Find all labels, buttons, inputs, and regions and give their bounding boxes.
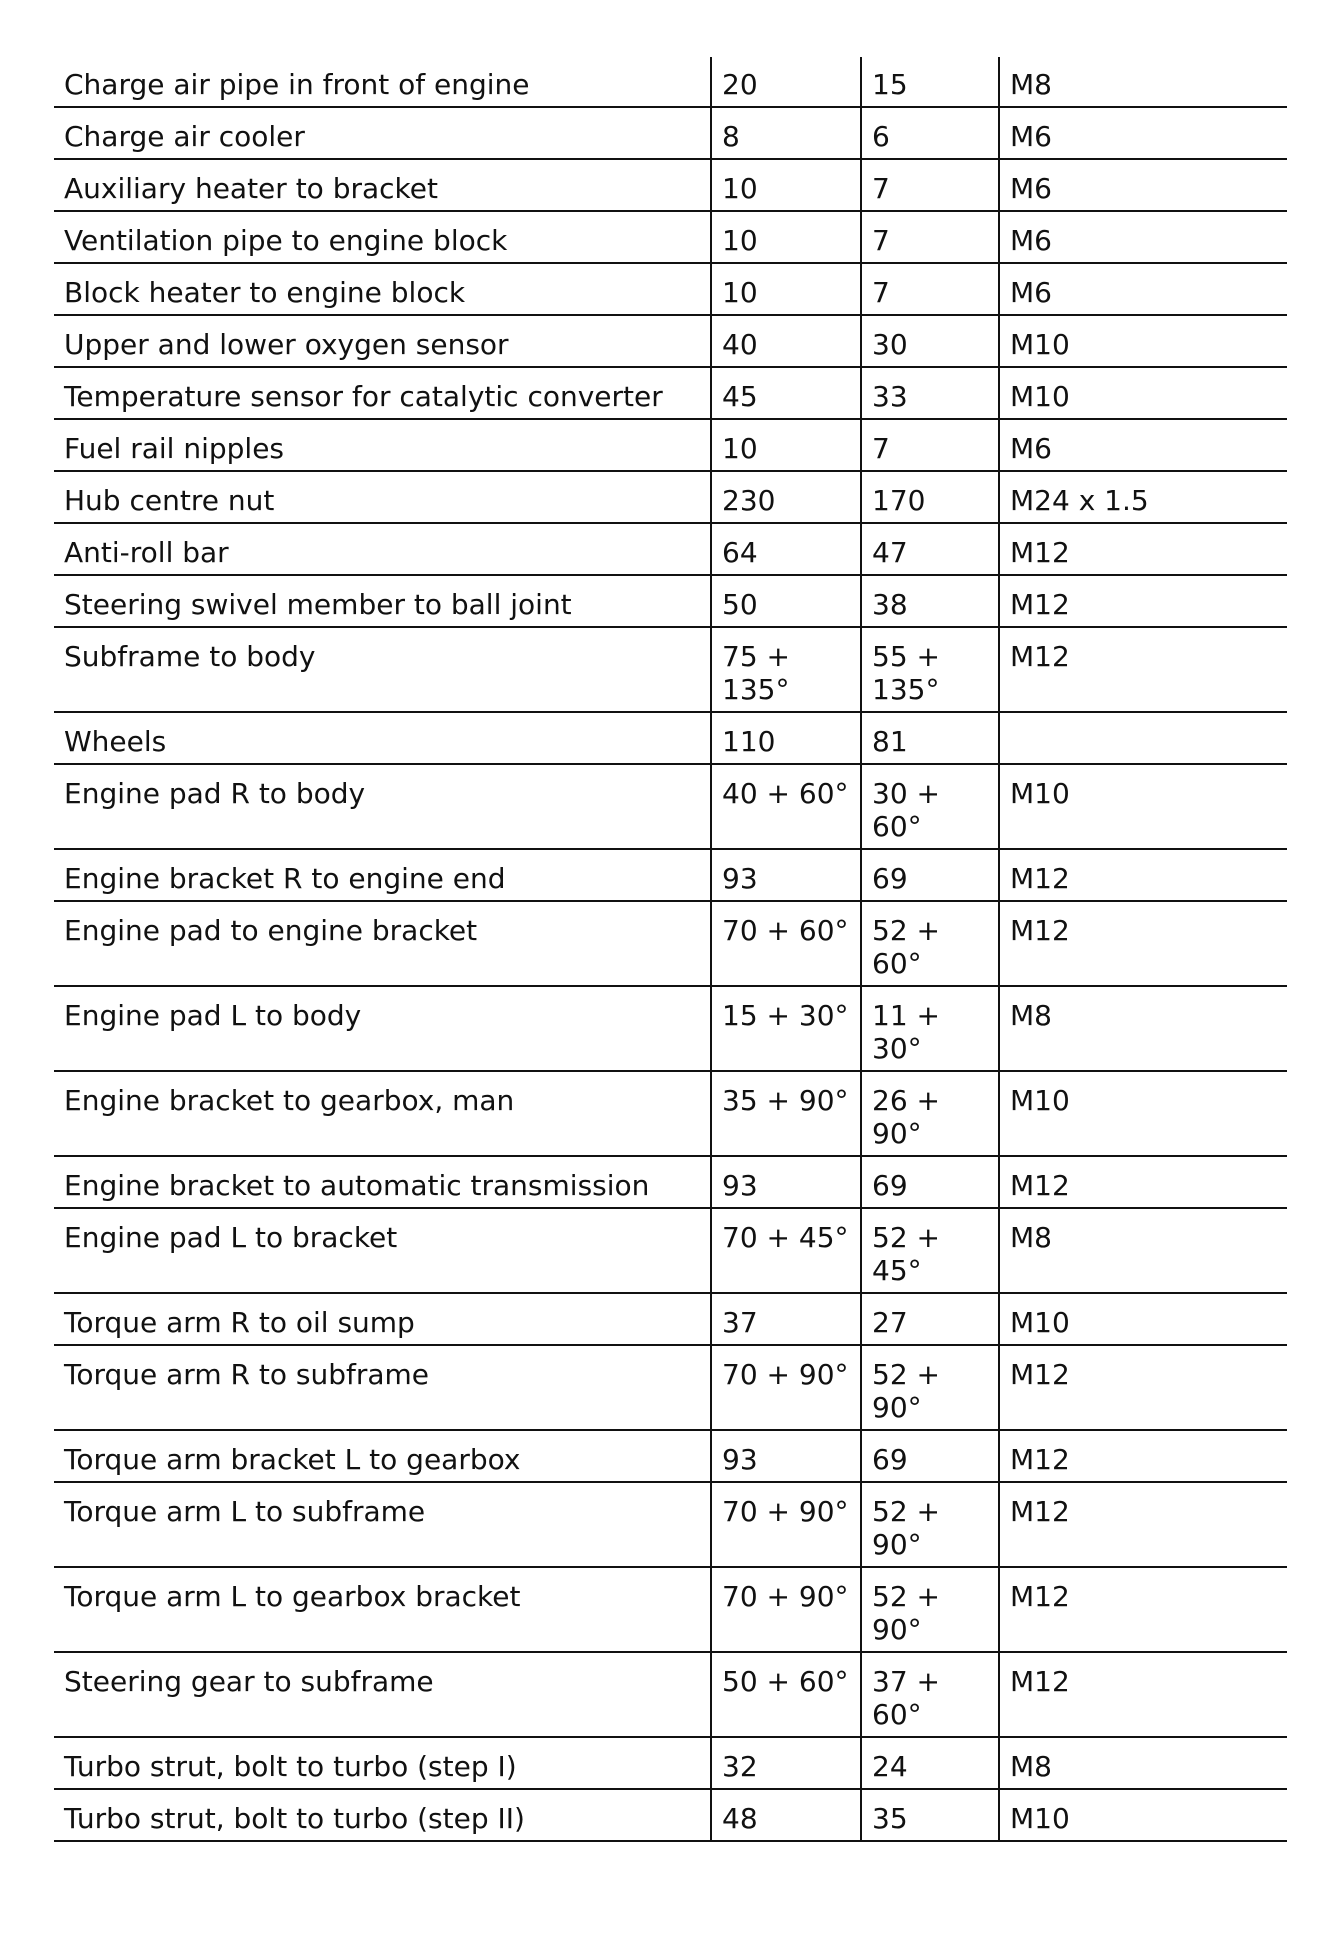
- torque-nm-cell: 45: [711, 367, 861, 419]
- table-row: [54, 1345, 1287, 1430]
- table-row: [54, 419, 1287, 471]
- table-row: [54, 1737, 1287, 1789]
- thread-size-cell: M10: [999, 764, 1287, 849]
- table-row: [54, 471, 1287, 523]
- torque-nm-cell: 37: [711, 1293, 861, 1345]
- component-cell: Engine bracket R to engine end: [54, 849, 711, 901]
- torque-nm-cell: 75 + 135°: [711, 627, 861, 712]
- torque-nm-cell: 70 + 90°: [711, 1567, 861, 1652]
- table-row: [54, 1652, 1287, 1737]
- torque-spec-table-body: [54, 57, 1287, 1841]
- table-row: [54, 764, 1287, 849]
- torque-nm-cell: 48: [711, 1789, 861, 1841]
- thread-size-cell: M12: [999, 901, 1287, 986]
- torque-nm-cell: 64: [711, 523, 861, 575]
- thread-size-cell: M10: [999, 1071, 1287, 1156]
- torque-nm-cell: 40 + 60°: [711, 764, 861, 849]
- torque-lbf-ft-cell: 52 + 90°: [861, 1482, 999, 1567]
- thread-size-cell: M6: [999, 263, 1287, 315]
- torque-lbf-ft-cell: 38: [861, 575, 999, 627]
- torque-nm-cell: 15 + 30°: [711, 986, 861, 1071]
- table-row: [54, 1430, 1287, 1482]
- table-row: [54, 1789, 1287, 1841]
- table-row: [54, 986, 1287, 1071]
- thread-size-cell: M8: [999, 1737, 1287, 1789]
- component-cell: Auxiliary heater to bracket: [54, 159, 711, 211]
- thread-size-cell: M8: [999, 986, 1287, 1071]
- table-row: [54, 575, 1287, 627]
- thread-size-cell: M6: [999, 211, 1287, 263]
- thread-size-cell: M10: [999, 1789, 1287, 1841]
- table-row: [54, 1071, 1287, 1156]
- torque-nm-cell: 10: [711, 159, 861, 211]
- torque-lbf-ft-cell: 7: [861, 263, 999, 315]
- torque-spec-table: [54, 57, 1287, 1842]
- torque-lbf-ft-cell: 26 + 90°: [861, 1071, 999, 1156]
- component-cell: Anti-roll bar: [54, 523, 711, 575]
- torque-lbf-ft-cell: 47: [861, 523, 999, 575]
- component-cell: Torque arm bracket L to gearbox: [54, 1430, 711, 1482]
- thread-size-cell: M6: [999, 159, 1287, 211]
- component-cell: Upper and lower oxygen sensor: [54, 315, 711, 367]
- torque-nm-cell: 32: [711, 1737, 861, 1789]
- component-cell: Turbo strut, bolt to turbo (step I): [54, 1737, 711, 1789]
- component-cell: Engine pad L to body: [54, 986, 711, 1071]
- component-cell: Torque arm R to oil sump: [54, 1293, 711, 1345]
- table-row: [54, 107, 1287, 159]
- table-row: [54, 159, 1287, 211]
- torque-lbf-ft-cell: 24: [861, 1737, 999, 1789]
- component-cell: Turbo strut, bolt to turbo (step II): [54, 1789, 711, 1841]
- table-row: [54, 57, 1287, 107]
- torque-lbf-ft-cell: 11 + 30°: [861, 986, 999, 1071]
- torque-lbf-ft-cell: 170: [861, 471, 999, 523]
- thread-size-cell: M12: [999, 1567, 1287, 1652]
- table-row: [54, 901, 1287, 986]
- torque-nm-cell: 70 + 45°: [711, 1208, 861, 1293]
- torque-lbf-ft-cell: 37 + 60°: [861, 1652, 999, 1737]
- torque-lbf-ft-cell: 7: [861, 419, 999, 471]
- thread-size-cell: M12: [999, 849, 1287, 901]
- table-row: [54, 1567, 1287, 1652]
- torque-lbf-ft-cell: 30 + 60°: [861, 764, 999, 849]
- torque-lbf-ft-cell: 52 + 90°: [861, 1567, 999, 1652]
- table-row: [54, 367, 1287, 419]
- torque-nm-cell: 50: [711, 575, 861, 627]
- component-cell: Hub centre nut: [54, 471, 711, 523]
- torque-nm-cell: 70 + 60°: [711, 901, 861, 986]
- thread-size-cell: M10: [999, 1293, 1287, 1345]
- torque-lbf-ft-cell: 15: [861, 57, 999, 107]
- torque-lbf-ft-cell: 52 + 45°: [861, 1208, 999, 1293]
- torque-lbf-ft-cell: 69: [861, 849, 999, 901]
- torque-lbf-ft-cell: 55 + 135°: [861, 627, 999, 712]
- thread-size-cell: M12: [999, 1482, 1287, 1567]
- torque-lbf-ft-cell: 69: [861, 1156, 999, 1208]
- thread-size-cell: M12: [999, 1430, 1287, 1482]
- torque-lbf-ft-cell: 35: [861, 1789, 999, 1841]
- torque-spec-table-wrapper: [54, 57, 1287, 1842]
- component-cell: Engine pad L to bracket: [54, 1208, 711, 1293]
- thread-size-cell: M12: [999, 1652, 1287, 1737]
- thread-size-cell: M10: [999, 315, 1287, 367]
- component-cell: Torque arm R to subframe: [54, 1345, 711, 1430]
- torque-nm-cell: 8: [711, 107, 861, 159]
- torque-lbf-ft-cell: 81: [861, 712, 999, 764]
- table-row: [54, 315, 1287, 367]
- torque-lbf-ft-cell: 7: [861, 211, 999, 263]
- torque-nm-cell: 20: [711, 57, 861, 107]
- torque-lbf-ft-cell: 33: [861, 367, 999, 419]
- table-row: [54, 627, 1287, 712]
- thread-size-cell: M8: [999, 57, 1287, 107]
- thread-size-cell: M10: [999, 367, 1287, 419]
- component-cell: Engine bracket to automatic transmission: [54, 1156, 711, 1208]
- torque-nm-cell: 40: [711, 315, 861, 367]
- component-cell: Engine pad to engine bracket: [54, 901, 711, 986]
- torque-lbf-ft-cell: 27: [861, 1293, 999, 1345]
- table-row: [54, 523, 1287, 575]
- thread-size-cell: M12: [999, 523, 1287, 575]
- component-cell: Steering gear to subframe: [54, 1652, 711, 1737]
- torque-nm-cell: 35 + 90°: [711, 1071, 861, 1156]
- torque-nm-cell: 230: [711, 471, 861, 523]
- torque-nm-cell: 93: [711, 1430, 861, 1482]
- component-cell: Fuel rail nipples: [54, 419, 711, 471]
- torque-lbf-ft-cell: 30: [861, 315, 999, 367]
- thread-size-cell: M24 x 1.5: [999, 471, 1287, 523]
- component-cell: Engine pad R to body: [54, 764, 711, 849]
- torque-nm-cell: 110: [711, 712, 861, 764]
- table-row: [54, 1293, 1287, 1345]
- component-cell: Torque arm L to gearbox bracket: [54, 1567, 711, 1652]
- torque-lbf-ft-cell: 69: [861, 1430, 999, 1482]
- torque-nm-cell: 10: [711, 211, 861, 263]
- table-row: [54, 263, 1287, 315]
- table-row: [54, 211, 1287, 263]
- component-cell: Ventilation pipe to engine block: [54, 211, 711, 263]
- component-cell: Block heater to engine block: [54, 263, 711, 315]
- component-cell: Steering swivel member to ball joint: [54, 575, 711, 627]
- component-cell: Charge air pipe in front of engine: [54, 57, 711, 107]
- table-row: [54, 1156, 1287, 1208]
- table-row: [54, 712, 1287, 764]
- component-cell: Subframe to body: [54, 627, 711, 712]
- component-cell: Engine bracket to gearbox, man: [54, 1071, 711, 1156]
- torque-nm-cell: 93: [711, 849, 861, 901]
- thread-size-cell: M12: [999, 1156, 1287, 1208]
- torque-lbf-ft-cell: 7: [861, 159, 999, 211]
- thread-size-cell: M6: [999, 107, 1287, 159]
- thread-size-cell: M6: [999, 419, 1287, 471]
- thread-size-cell: M12: [999, 575, 1287, 627]
- table-row: [54, 1482, 1287, 1567]
- component-cell: Wheels: [54, 712, 711, 764]
- torque-nm-cell: 70 + 90°: [711, 1345, 861, 1430]
- thread-size-cell: [999, 712, 1287, 764]
- thread-size-cell: M12: [999, 627, 1287, 712]
- torque-lbf-ft-cell: 52 + 60°: [861, 901, 999, 986]
- torque-nm-cell: 10: [711, 263, 861, 315]
- torque-nm-cell: 93: [711, 1156, 861, 1208]
- torque-lbf-ft-cell: 52 + 90°: [861, 1345, 999, 1430]
- component-cell: Torque arm L to subframe: [54, 1482, 711, 1567]
- torque-nm-cell: 70 + 90°: [711, 1482, 861, 1567]
- table-row: [54, 1208, 1287, 1293]
- torque-nm-cell: 50 + 60°: [711, 1652, 861, 1737]
- torque-nm-cell: 10: [711, 419, 861, 471]
- thread-size-cell: M8: [999, 1208, 1287, 1293]
- torque-lbf-ft-cell: 6: [861, 107, 999, 159]
- component-cell: Temperature sensor for catalytic converter: [54, 367, 711, 419]
- table-row: [54, 849, 1287, 901]
- thread-size-cell: M12: [999, 1345, 1287, 1430]
- component-cell: Charge air cooler: [54, 107, 711, 159]
